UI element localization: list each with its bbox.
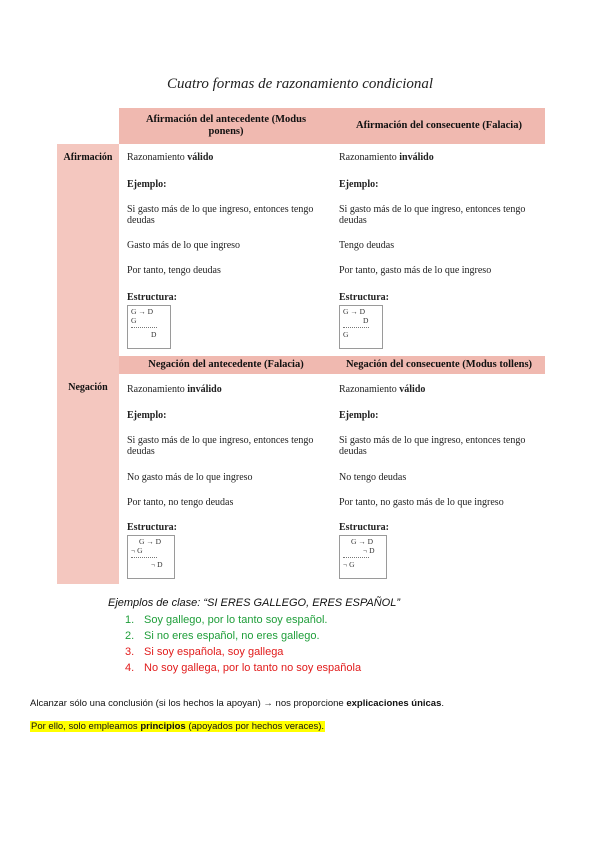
structure-line-1: G → D (343, 307, 366, 316)
conclusion-line (30, 698, 444, 709)
col-header-afirmacion-antecedente (119, 108, 333, 144)
validity-value: inválido (399, 152, 434, 163)
cell-aa-validity (127, 152, 213, 163)
principle-text-bold: principios (140, 721, 186, 732)
structure-line-1: G → D (131, 307, 154, 316)
example-text: Si no eres español, no eres gallego. (144, 630, 320, 642)
cell-aa-example-label: Ejemplo: (127, 179, 167, 190)
structure-line-3: G (343, 330, 349, 339)
principle-text-c: (apoyados por hechos veraces). (185, 721, 325, 732)
cell-ac-validity (339, 152, 434, 163)
cell-nc-premise2: No tengo deudas (339, 472, 407, 483)
example-item-3 (125, 646, 361, 662)
structure-line-1: G → D (351, 537, 374, 546)
col-header-aa-label: Afirmación del antecedente (Modus ponens) (145, 114, 307, 137)
structure-line-2: G (131, 316, 137, 325)
cell-na-premise2: No gasto más de lo que ingreso (127, 472, 253, 483)
structure-box-na (127, 535, 175, 579)
cell-na-validity (127, 384, 222, 395)
row-header-afirmacion-label: Afirmación (63, 152, 113, 163)
structure-line-2: ¬ G (131, 546, 143, 555)
reasoning-table (57, 108, 545, 584)
cell-na-example-label: Ejemplo: (127, 410, 167, 421)
validity-value: válido (187, 152, 214, 163)
conclusion-text-c: . (441, 698, 445, 709)
col-header-negacion-antecedente (119, 356, 333, 374)
example-item-1 (125, 614, 361, 630)
example-number: 1. (125, 614, 135, 626)
example-text: No soy gallega, por lo tanto no soy española (144, 662, 362, 674)
cell-nc-structure-label: Estructura: (339, 522, 389, 533)
cell-ac-premise2: Tengo deudas (339, 240, 395, 251)
validity-prefix: Razonamiento (339, 152, 400, 163)
validity-value: inválido (187, 384, 222, 395)
col-header-na-label: Negación del antecedente (Falacia) (148, 359, 304, 370)
cell-nc-example-label: Ejemplo: (339, 410, 379, 421)
cell-ac-example-label: Ejemplo: (339, 179, 379, 190)
principle-text-a: Por ello, solo empleamos (31, 721, 141, 732)
example-item-4 (125, 662, 361, 678)
cell-na-structure-label: Estructura: (127, 522, 177, 533)
cell-aa-premise1: Si gasto más de lo que ingreso, entonces tengo deudas (127, 204, 314, 226)
cell-ac-structure-label: Estructura: (339, 292, 389, 303)
example-number: 3. (125, 646, 135, 658)
validity-value: válido (399, 384, 426, 395)
structure-line-2: D (363, 316, 369, 325)
row-header-afirmacion (57, 144, 119, 356)
col-header-negacion-consecuente (333, 356, 545, 374)
example-item-2 (125, 630, 361, 646)
conclusion-text-a: Alcanzar sólo una conclusión (si los hechos la apoyan) → nos proporcione (30, 698, 347, 709)
validity-prefix: Razonamiento (127, 152, 188, 163)
cell-ac-premise1: Si gasto más de lo que ingreso, entonces tengo deudas (339, 204, 526, 226)
cell-aa-structure-label: Estructura: (127, 292, 177, 303)
col-header-afirmacion-consecuente (333, 108, 545, 144)
structure-divider (131, 557, 157, 558)
cell-nc-validity (339, 384, 425, 395)
cell-aa-conclusion: Por tanto, tengo deudas (127, 265, 221, 276)
cell-ac-conclusion: Por tanto, gasto más de lo que ingreso (339, 265, 492, 276)
col-header-nc-label: Negación del consecuente (Modus tollens) (345, 359, 533, 370)
highlighted-principle-line (30, 721, 325, 732)
col-header-ac-label: Afirmación del consecuente (Falacia) (356, 120, 522, 131)
examples-list (125, 614, 361, 678)
example-number: 2. (125, 630, 135, 642)
structure-divider (131, 327, 157, 328)
example-number: 4. (125, 662, 135, 674)
examples-title: Ejemplos de clase: “SI ERES GALLEGO, ERES ESPAÑOL” (108, 597, 401, 609)
structure-line-1: G → D (139, 537, 162, 546)
structure-divider (343, 327, 369, 328)
example-text: Soy gallego, por lo tanto soy español. (144, 614, 328, 626)
row-header-negacion (57, 356, 119, 584)
row-header-negacion-label: Negación (68, 382, 108, 393)
cell-nc-premise1: Si gasto más de lo que ingreso, entonces tengo deudas (339, 435, 526, 457)
structure-line-3: ¬ G (343, 560, 355, 569)
structure-line-3: ¬ D (151, 560, 163, 569)
structure-box-aa (127, 305, 171, 349)
page-title: Cuatro formas de razonamiento condicional (166, 76, 434, 92)
structure-line-3: D (151, 330, 157, 339)
structure-box-ac (339, 305, 383, 349)
cell-na-premise1: Si gasto más de lo que ingreso, entonces tengo deudas (127, 435, 314, 457)
structure-line-2: ¬ D (363, 546, 375, 555)
example-text: Si soy española, soy gallega (144, 646, 284, 658)
validity-prefix: Razonamiento (339, 384, 400, 395)
cell-na-conclusion: Por tanto, no tengo deudas (127, 497, 234, 508)
cell-nc-conclusion: Por tanto, no gasto más de lo que ingreso (339, 497, 504, 508)
structure-divider (343, 557, 369, 558)
validity-prefix: Razonamiento (127, 384, 188, 395)
cell-aa-premise2: Gasto más de lo que ingreso (127, 240, 241, 251)
conclusion-text-bold: explicaciones únicas (346, 698, 442, 709)
structure-box-nc (339, 535, 387, 579)
